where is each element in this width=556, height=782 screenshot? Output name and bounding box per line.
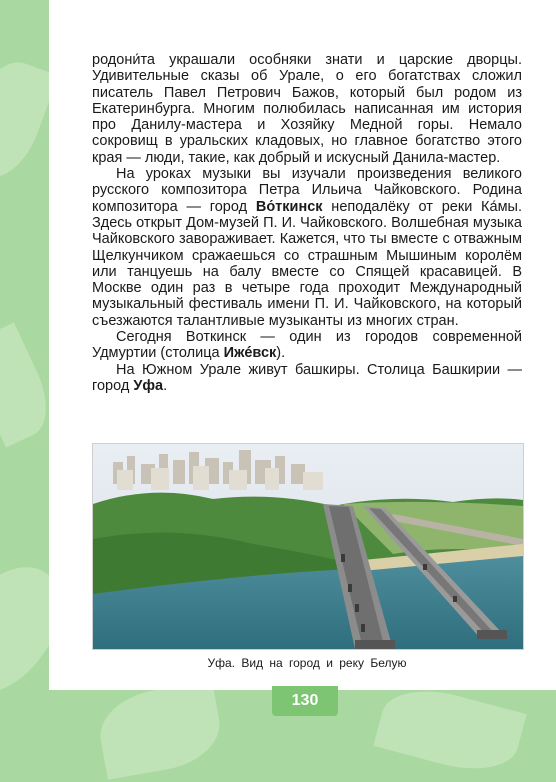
paragraph-text: ). — [276, 345, 286, 362]
paragraph-text: На уроках музыки вы изучали произведения великого русского композитора Петра Ильича Чайковского. Родина композитора — город — [92, 166, 522, 215]
paragraph — [92, 329, 522, 362]
paragraph-text: Сегодня Воткинск — один из городов современной Удмуртии (столица — [92, 329, 522, 362]
paragraph — [92, 166, 522, 329]
background-leaf-decoration — [94, 680, 226, 780]
paragraph-text: На Южном Урале живут башкиры. Столица Башкирии — город — [92, 361, 522, 394]
paragraph-text: . — [163, 377, 168, 394]
paragraph — [92, 52, 522, 166]
page-number: 130 — [272, 686, 338, 716]
highlighted-term: Уфа — [133, 377, 164, 394]
ufa-city-and-river-illustration — [93, 444, 523, 649]
paragraph-text: неподалёку от реки Ка́мы. Здесь открыт Дом-музей П. И. Чайковского. Волшебная музыка Чайковского завораживает. Кажется, что ты вместе с отважным Щелкунчиком сражаешься со страшным Мышиным королём или танцуешь на балу вместе со Спящей красавицей. В Москве один раз в четыре года проходит Международный музыкальный фестиваль имени П. И. Чайковского, на который съезжаются талантливые музыканты из многих стран. — [92, 198, 522, 329]
paragraph — [92, 362, 522, 395]
highlighted-term: Во́ткинск — [255, 198, 323, 215]
body-text — [92, 52, 522, 394]
photo-caption: Уфа. Вид на город и реку Белую — [207, 656, 407, 670]
city-photo — [92, 443, 524, 650]
paragraph-text: родони́та украшали особняки знати и царские дворцы. Удивительные сказы об Урале, о его богатствах сложил писатель Павел Петрович Бажов, который был родом из Екатеринбурга. Многим полюбилась написанная им история про Данилу-мастера и Хозяйку Медной горы. Немало сокровищ в уральских кладовых, но главное богатство этого края — люди, такие, как добрый и искусный Данила-мастер. — [92, 52, 522, 166]
background-leaf-decoration — [373, 678, 526, 782]
highlighted-term: Ижéвск — [223, 345, 277, 362]
